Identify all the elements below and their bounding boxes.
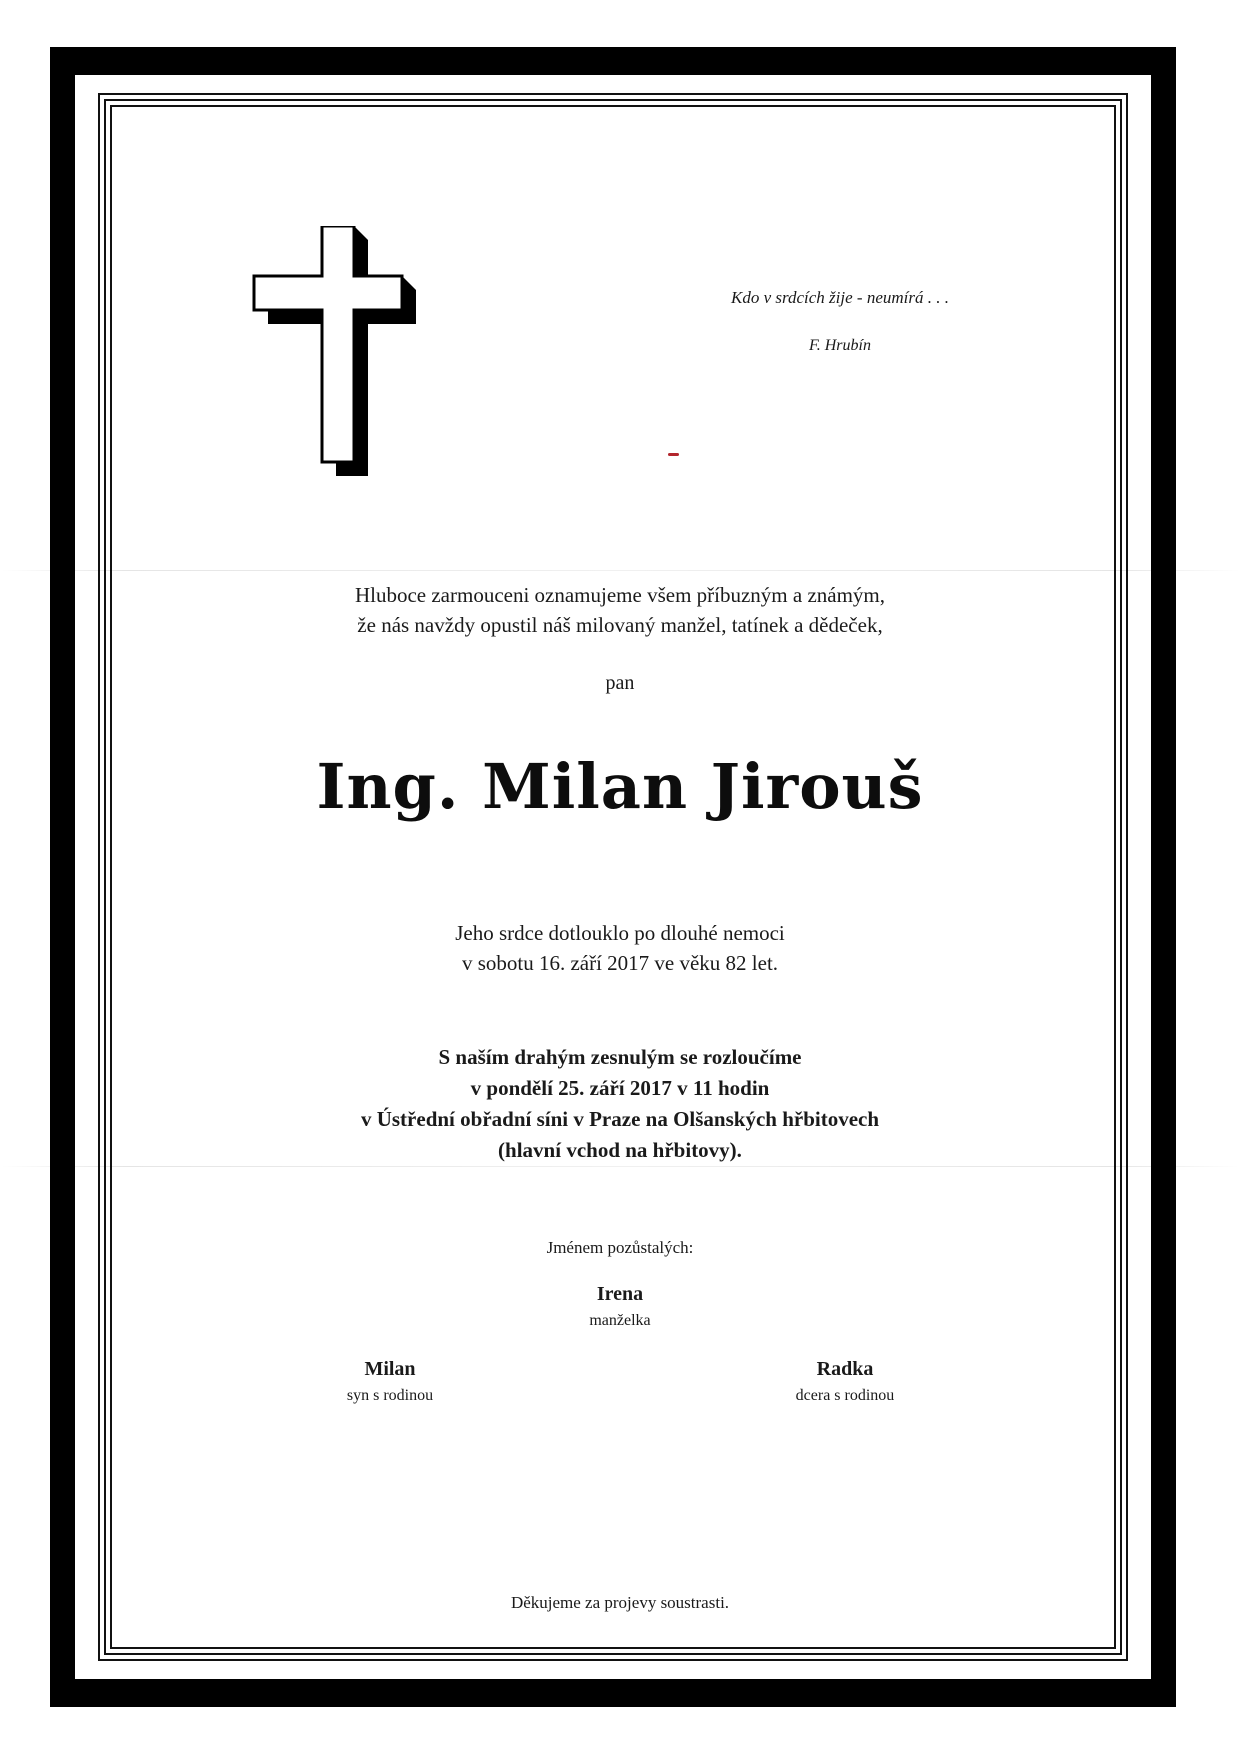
ceremony-line-3: v Ústřední obřadní síni v Praze na Olšanských hřbitovech xyxy=(360,1107,880,1131)
mourner-irena xyxy=(470,1283,770,1330)
ceremony-line-4: (hlavní vchod na hřbitovy). xyxy=(498,1138,742,1162)
mourner-relation: syn s rodinou xyxy=(346,1387,434,1404)
announcement-line-1: Hluboce zarmouceni oznamujeme všem příbuzným a známým, xyxy=(354,583,886,607)
ceremony-line-1: S naším drahým zesnulým se rozloučíme xyxy=(438,1045,802,1069)
mourner-relation: dcera s rodinou xyxy=(795,1387,895,1404)
ceremony-details xyxy=(200,1042,1040,1166)
quote-author: F. Hrubín xyxy=(809,337,871,354)
mourner-relation: manželka xyxy=(589,1312,651,1329)
salutation: pan xyxy=(605,672,635,694)
mourner-name: Irena xyxy=(596,1283,644,1305)
death-line-1: Jeho srdce dotlouklo po dlouhé nemoci xyxy=(455,921,785,945)
red-mark xyxy=(668,453,679,456)
death-line-2: v sobotu 16. září 2017 ve věku 82 let. xyxy=(461,951,779,975)
announcement-line-2: že nás navždy opustil náš milovaný manžel, tatínek a dědeček, xyxy=(357,613,883,637)
death-notice xyxy=(200,918,1040,978)
deceased-name: Ing. Milan Jirouš xyxy=(316,750,924,823)
mourner-radka xyxy=(695,1358,995,1405)
thanks-note: Děkujeme za projevy soustrasti. xyxy=(510,1593,730,1612)
mourner-milan xyxy=(240,1358,540,1405)
fold-crease-upper xyxy=(0,570,1240,571)
announcement xyxy=(200,580,1040,640)
mourner-name: Radka xyxy=(816,1358,874,1380)
mourner-name: Milan xyxy=(364,1358,416,1380)
cross-icon xyxy=(250,226,430,482)
on-behalf-heading: Jménem pozůstalých: xyxy=(546,1238,694,1257)
fold-crease-lower xyxy=(0,1166,1240,1167)
ceremony-line-2: v pondělí 25. září 2017 v 11 hodin xyxy=(470,1076,770,1100)
memorial-quote: Kdo v srdcích žije - neumírá . . . xyxy=(731,288,949,307)
